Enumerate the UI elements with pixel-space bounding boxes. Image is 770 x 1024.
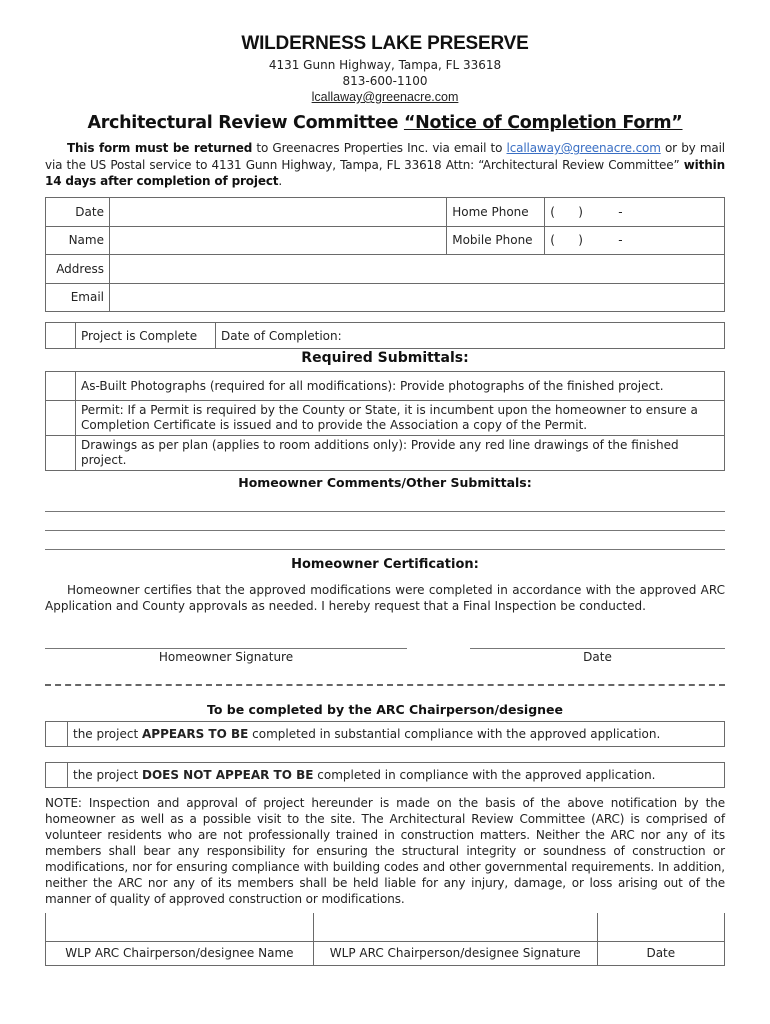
homeowner-date-label: Date: [583, 650, 612, 664]
arc-signature-field[interactable]: [313, 913, 597, 941]
section-divider: [45, 684, 725, 686]
org-phone: 813-600-1100: [342, 74, 428, 88]
submittal-checkbox-permit[interactable]: [46, 401, 76, 436]
certification-text: [45, 582, 725, 614]
required-submittals-heading: Required Submittals:: [301, 350, 469, 366]
arc-section-heading: To be completed by the ARC Chairperson/designee: [206, 702, 564, 717]
submittal-checkbox-photos[interactable]: [46, 372, 76, 401]
date-of-completion-field[interactable]: Date of Completion:: [216, 323, 725, 349]
contact-info-table: [45, 197, 725, 312]
submittal-row: [46, 372, 725, 401]
comments-line-2[interactable]: [45, 530, 725, 531]
intro-bold-tail: within 14 days after completion of project: [45, 157, 725, 188]
submittal-row: [46, 401, 725, 436]
contact-row-email: [46, 283, 725, 312]
comments-line-3[interactable]: [45, 549, 725, 550]
arc-signoff-table: [45, 913, 725, 966]
home-phone-label: Home Phone: [447, 198, 545, 227]
intro-bold-lead: This form must be returned: [67, 141, 253, 155]
arc-option-appears: [45, 721, 725, 747]
certification-body: Homeowner certifies that the approved modifications were completed in accordance with the approved ARC Application and County approvals as needed. I hereby request that a Final Inspection be conducted.: [45, 583, 725, 613]
comments-heading: Homeowner Comments/Other Submittals:: [238, 475, 532, 490]
phone-close-paren: ): [578, 204, 583, 219]
arc-option-prefix: the project: [73, 727, 142, 741]
intro-paragraph: [45, 140, 725, 190]
date-field[interactable]: [109, 198, 446, 227]
homeowner-signature-line[interactable]: [45, 648, 407, 649]
arc-option-does-not-appear: [45, 762, 725, 788]
org-email-link[interactable]: lcallaway@greenacre.com: [311, 90, 459, 104]
org-email-container: [0, 90, 770, 104]
arc-date-field[interactable]: [597, 913, 724, 941]
intro-text-2: or by mail via the US Postal service to 4131 Gunn Highway, Tampa, FL 33618 Attn: “Architectural Review Committee”: [45, 141, 725, 172]
submittal-checkbox-drawings[interactable]: [46, 436, 76, 471]
phone-open-paren: (: [550, 204, 555, 219]
arc-does-not-appear-text: [68, 763, 725, 788]
email-field[interactable]: [109, 283, 724, 312]
arc-appears-checkbox[interactable]: [46, 722, 68, 747]
arc-name-field[interactable]: [46, 913, 314, 941]
form-title-name: “Notice of Completion Form”: [403, 113, 683, 133]
intro-text-1: to Greenacres Properties Inc. via email to: [252, 141, 507, 155]
arc-option-bold: DOES NOT APPEAR TO BE: [141, 768, 314, 782]
home-phone-field[interactable]: [545, 198, 725, 227]
mobile-phone-label: Mobile Phone: [447, 226, 545, 255]
date-label: Date: [46, 198, 110, 227]
address-label: Address: [46, 255, 110, 284]
arc-name-label: WLP ARC Chairperson/designee Name: [46, 941, 314, 965]
required-submittals-table: [45, 371, 725, 471]
contact-row-date: [46, 198, 725, 227]
arc-appears-text: [68, 722, 725, 747]
arc-date-label: Date: [597, 941, 724, 965]
arc-option-bold: APPEARS TO BE: [141, 727, 249, 741]
arc-option-suffix: completed in substantial compliance with the approved application.: [248, 727, 661, 741]
project-complete-checkbox[interactable]: [46, 323, 76, 349]
intro-end: .: [278, 174, 283, 188]
org-address: 4131 Gunn Highway, Tampa, FL 33618: [268, 58, 502, 72]
form-title-prefix: Architectural Review Committee: [87, 113, 404, 133]
arc-option-prefix: the project: [73, 768, 142, 782]
intro-email-link[interactable]: lcallaway@greenacre.com: [506, 141, 661, 155]
arc-option-suffix: completed in compliance with the approved application.: [313, 768, 656, 782]
comments-line-1[interactable]: [45, 511, 725, 512]
submittal-text: Permit: If a Permit is required by the County or State, it is incumbent upon the homeowner to ensure a Completion Certificate is issued and to provide the Association a copy of the Permit.: [76, 401, 725, 436]
form-title: [0, 113, 770, 133]
phone-open-paren: (: [550, 233, 555, 248]
email-label: Email: [46, 283, 110, 312]
phone-close-paren: ): [578, 233, 583, 248]
name-field[interactable]: [109, 226, 446, 255]
phone-dash: -: [618, 204, 623, 219]
org-name: WILDERNESS LAKE PRESERVE: [241, 33, 529, 54]
disclaimer-note: NOTE: Inspection and approval of project hereunder is made on the basis of the above notification by the homeowner as well as a possible visit to the site. The Architectural Review Committee (ARC) is comprised of volunteer residents who are not professionally trained in construction matters. Neither the ARC nor any of its members shall bear any responsibility for ensuring the structural integrity or soundness of construction or modifications, nor for ensuring compliance with building codes and other governmental requirements. In addition, neither the ARC nor any of its members shall be held liable for any injury, damage, or loss arising out of the manner of quality of approved construction or modifications.: [45, 796, 725, 906]
name-label: Name: [46, 226, 110, 255]
address-field[interactable]: [109, 255, 724, 284]
submittal-row: [46, 436, 725, 471]
completion-table: [45, 322, 725, 349]
contact-row-address: [46, 255, 725, 284]
contact-row-name: [46, 226, 725, 255]
phone-dash: -: [618, 233, 623, 248]
arc-signature-label: WLP ARC Chairperson/designee Signature: [313, 941, 597, 965]
submittal-text: Drawings as per plan (applies to room additions only): Provide any red line drawings of the finished project.: [76, 436, 725, 471]
homeowner-signature-label: Homeowner Signature: [158, 650, 294, 664]
submittal-text: As-Built Photographs (required for all modifications): Provide photographs of the finished project.: [76, 372, 725, 401]
homeowner-date-line[interactable]: [470, 648, 725, 649]
project-complete-label: Project is Complete: [76, 323, 216, 349]
mobile-phone-field[interactable]: [545, 226, 725, 255]
certification-heading: Homeowner Certification:: [291, 557, 479, 572]
arc-does-not-appear-checkbox[interactable]: [46, 763, 68, 788]
